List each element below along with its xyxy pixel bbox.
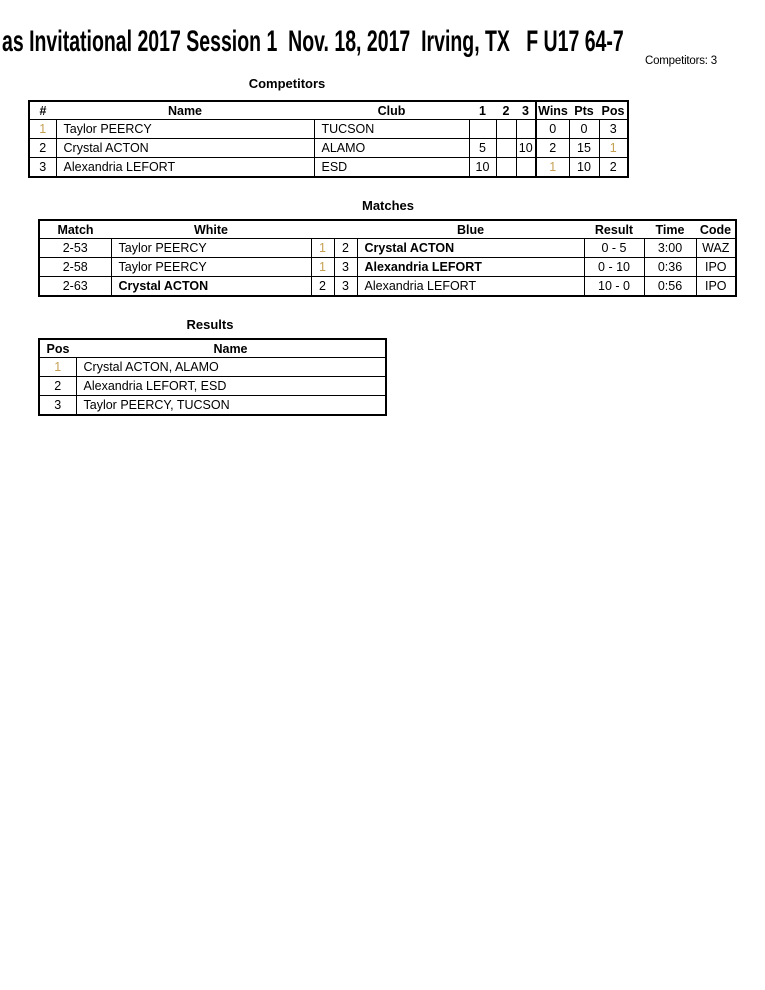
round-2-score-cell [496,139,516,158]
pos-cell: 2 [599,158,628,178]
white-number-cell: 1 [311,239,334,258]
competitor-name-cell: Taylor PEERCY [56,120,314,139]
table-row [29,139,628,158]
table-row [39,277,736,297]
competitor-number-cell: 1 [29,120,56,139]
white-name-cell: Taylor PEERCY [111,258,311,277]
table-row [29,120,628,139]
pos-cell: 3 [599,120,628,139]
page-title: as Invitational 2017 Session 1 Nov. 18, 2017 Irving, TX F U17 64-7 [2,25,624,58]
table-row [39,358,386,377]
code-cell: IPO [696,277,736,297]
time-cell: 3:00 [644,239,696,258]
pos-cell: 1 [599,139,628,158]
header-pos: Pos [601,103,625,118]
competitor-club-cell: TUCSON [314,120,469,139]
result-pos-cell: 1 [39,358,76,377]
pts-cell: 10 [569,158,599,178]
result-cell: 0 - 5 [584,239,644,258]
result-name-cell: Taylor PEERCY, TUCSON [76,396,386,416]
header-round-2: 2 [502,103,510,118]
table-row [39,239,736,258]
white-number-cell: 1 [311,258,334,277]
matches-section-title: Matches [361,198,415,213]
white-name-cell: Taylor PEERCY [111,239,311,258]
round-1-score-cell [469,120,496,139]
result-cell: 10 - 0 [584,277,644,297]
competitors-section-title: Competitors [248,76,326,91]
result-pos-cell: 3 [39,396,76,416]
result-name-cell: Alexandria LEFORT, ESD [76,377,386,396]
round-1-score-cell: 5 [469,139,496,158]
round-3-score-cell: 10 [516,139,536,158]
code-cell: IPO [696,258,736,277]
header-white: White [193,222,229,237]
competitor-name-cell: Crystal ACTON [56,139,314,158]
header-name: Name [213,341,248,356]
competitor-number-cell: 3 [29,158,56,178]
table-header-row [39,220,736,239]
wins-cell: 1 [536,158,569,178]
result-pos-cell: 2 [39,377,76,396]
header-blue: Blue [456,222,485,237]
blue-number-cell: 2 [334,239,357,258]
pts-cell: 0 [569,120,599,139]
header-name: Name [167,103,203,118]
header-time: Time [655,222,685,237]
white-name-cell: Crystal ACTON [111,277,311,297]
header-code: Code [699,222,732,237]
round-3-score-cell [516,120,536,139]
pts-cell: 15 [569,139,599,158]
round-3-score-cell [516,158,536,178]
result-name-cell: Crystal ACTON, ALAMO [76,358,386,377]
table-row [39,258,736,277]
table-header-row [39,339,386,358]
matches-table [38,219,737,297]
table-row [29,158,628,178]
header-match: Match [57,222,94,237]
blue-number-cell: 3 [334,277,357,297]
header-pos: Pos [46,341,70,356]
round-2-score-cell [496,158,516,178]
results-section-title: Results [186,317,234,332]
match-number-cell: 2-63 [39,277,111,297]
time-cell: 0:56 [644,277,696,297]
results-table [38,338,387,416]
round-2-score-cell [496,120,516,139]
competitors-table [28,100,629,178]
result-cell: 0 - 10 [584,258,644,277]
header-club: Club [377,103,406,118]
time-cell: 0:36 [644,258,696,277]
blue-name-cell: Alexandria LEFORT [357,258,584,277]
wins-cell: 0 [536,120,569,139]
blue-name-cell: Alexandria LEFORT [357,277,584,297]
header-round-1: 1 [479,103,486,118]
table-header-row [29,101,628,120]
wins-cell: 2 [536,139,569,158]
competitor-club-cell: ALAMO [314,139,469,158]
table-row [39,396,386,416]
header-round-3: 3 [522,103,529,118]
blue-number-cell: 3 [334,258,357,277]
match-number-cell: 2-53 [39,239,111,258]
competitor-club-cell: ESD [314,158,469,178]
round-1-score-cell: 10 [469,158,496,178]
header-pts: Pts [574,103,594,118]
match-number-cell: 2-58 [39,258,111,277]
competitor-name-cell: Alexandria LEFORT [56,158,314,178]
header-result: Result [594,222,634,237]
code-cell: WAZ [696,239,736,258]
blue-name-cell: Crystal ACTON [357,239,584,258]
white-number-cell: 2 [311,277,334,297]
table-row [39,377,386,396]
header-wins: Wins [536,101,569,120]
competitors-count-label: Competitors: 3 [645,55,717,67]
header-white-number [311,220,334,239]
competitor-number-cell: 2 [29,139,56,158]
header-blue-number [334,220,357,239]
header-number: # [39,103,47,118]
